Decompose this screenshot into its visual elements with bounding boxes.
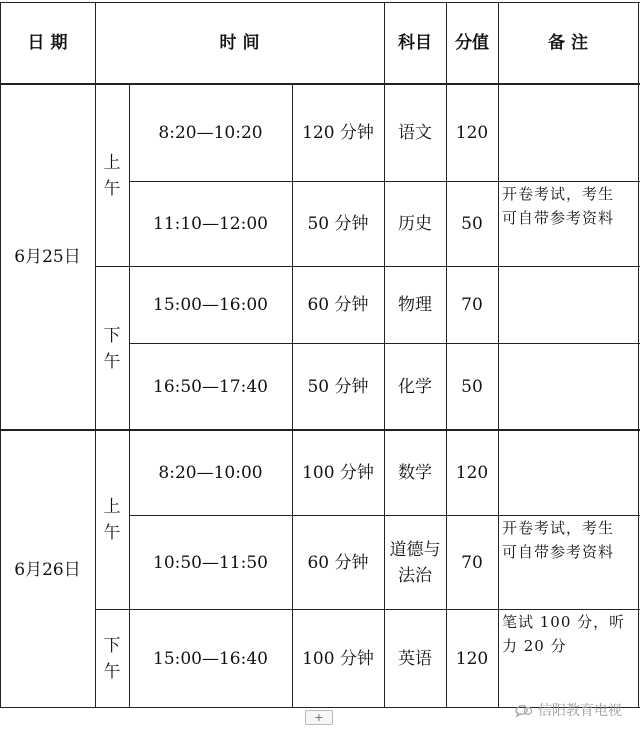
subject-text: 历史 <box>398 214 432 234</box>
time-cell: 10:50—11:50 <box>153 552 268 573</box>
subject-cell <box>384 267 446 343</box>
date-cell: 6月25日 <box>14 247 81 267</box>
watermark-text: 信阳教育电视 <box>538 703 622 719</box>
subject-text: 道德与 <box>389 539 441 560</box>
duration-cell: 60 分钟 <box>307 295 369 315</box>
period-cell <box>95 267 129 430</box>
remark-line: 笔试 100 分，听 <box>502 613 626 631</box>
remark-line: 可自带参考资料 <box>502 209 615 227</box>
score-cell: 50 <box>461 376 483 397</box>
subject-cell <box>384 182 446 266</box>
subject-text: 语文 <box>398 122 432 143</box>
period-char: 午 <box>103 523 121 543</box>
subject-cell <box>384 431 446 515</box>
score-cell: 50 <box>461 214 483 234</box>
header-date: 日 期 <box>27 33 68 53</box>
duration-cell: 100 分钟 <box>302 463 374 483</box>
duration-cell: 50 分钟 <box>307 214 369 234</box>
score-cell: 120 <box>455 463 489 483</box>
period-char: 上 <box>103 152 121 173</box>
header-score: 分值 <box>455 33 489 53</box>
period-char: 午 <box>103 178 121 199</box>
period-char: 下 <box>103 325 121 346</box>
add-row-button[interactable]: + <box>305 710 333 725</box>
score-cell: 120 <box>455 649 489 669</box>
period-cell <box>95 610 129 708</box>
time-cell: 15:00—16:00 <box>153 295 268 315</box>
remark-line: 可自带参考资料 <box>502 543 615 561</box>
subject-cell <box>384 516 446 609</box>
subject-cell <box>384 610 446 708</box>
time-cell: 15:00—16:40 <box>153 649 268 669</box>
remark-cell <box>498 610 638 708</box>
duration-cell: 100 分钟 <box>302 649 374 669</box>
subject-text: 法治 <box>398 565 432 586</box>
subject-text: 化学 <box>398 376 432 397</box>
period-char: 午 <box>103 662 121 682</box>
duration-cell: 120 分钟 <box>302 122 374 143</box>
subject-cell <box>384 84 446 181</box>
time-cell: 16:50—17:40 <box>153 376 268 397</box>
score-cell: 70 <box>461 295 483 315</box>
time-cell: 8:20—10:20 <box>158 122 263 143</box>
subject-text: 英语 <box>398 649 432 669</box>
subject-text: 数学 <box>398 463 432 483</box>
period-char: 上 <box>103 497 121 517</box>
remark-line: 开卷考试，考生 <box>502 519 615 537</box>
duration-cell: 50 分钟 <box>307 376 369 397</box>
period-char: 午 <box>103 351 121 372</box>
header-subject: 科目 <box>398 33 432 53</box>
header-remark: 备 注 <box>548 33 588 53</box>
remark-cell <box>498 182 638 266</box>
date-cell: 6月26日 <box>14 559 81 580</box>
subject-text: 物理 <box>398 295 432 315</box>
time-cell: 11:10—12:00 <box>153 214 268 234</box>
remark-cell <box>498 516 638 609</box>
header-time: 时 间 <box>219 33 260 53</box>
period-char: 下 <box>103 636 121 656</box>
watermark <box>514 700 622 720</box>
remark-line: 开卷考试，考生 <box>502 185 615 203</box>
period-cell <box>95 431 129 609</box>
score-cell: 120 <box>455 122 489 143</box>
wechat-official-account-icon <box>514 702 534 718</box>
score-cell: 70 <box>461 552 483 573</box>
remark-line: 力 20 分 <box>502 637 567 655</box>
time-cell: 8:20—10:00 <box>158 463 263 483</box>
duration-cell: 60 分钟 <box>307 552 369 573</box>
subject-cell <box>384 344 446 429</box>
period-cell <box>95 84 129 267</box>
